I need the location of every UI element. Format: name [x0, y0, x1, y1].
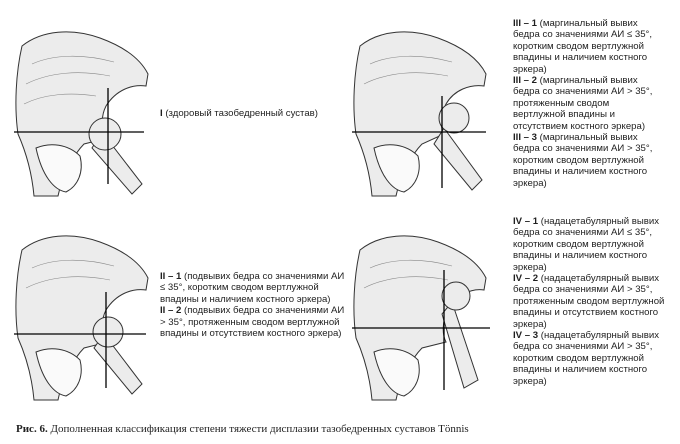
hip-illustration-grade-2 [14, 230, 154, 405]
grade-code: IV – 3 [513, 330, 539, 342]
grade-4-1-block [513, 216, 668, 273]
grade-3-1-block [513, 18, 663, 75]
hip-illustration-grade-1 [14, 24, 152, 202]
grade-1-description [160, 108, 350, 119]
grade-3-description [513, 18, 663, 189]
grade-2-1-block [160, 271, 350, 305]
grade-4-3-block [513, 330, 668, 387]
grade-code: IV – 1 [513, 216, 539, 227]
grade-text: (маргинальный вывих бедра со значениями АИ ≤ 35°, коротким сводом вертлужной впадины и наличием костного эркера) [513, 18, 653, 75]
grade-text: (надацетабулярный вывих бедра со значениями АИ > 35°, протяженным сводом вертлужной впадины и отсутствием костного эркера) [513, 273, 665, 330]
grade-text: (маргинальный вывих бедра со значениями АИ > 35°, коротким сводом вертлужной впадины и наличием костного эркера) [513, 132, 653, 189]
hip-illustration-grade-4 [352, 230, 492, 405]
grade-3-3-block [513, 132, 663, 189]
hip-illustration-grade-3 [352, 24, 492, 202]
grade-code: II – 1 [160, 271, 182, 282]
grade-3-2-block [513, 75, 663, 132]
grade-code: I [160, 108, 163, 119]
grade-text: (подвывих бедра со значениями АИ > 35°, протяженным сводом вертлужной впадины и отсутствием костного эркера) [160, 305, 345, 340]
grade-text: (подвывих бедра со значениями АИ ≤ 35°, коротким сводом вертлужной впадины и наличием костного эркера) [160, 271, 345, 305]
figure-caption [16, 423, 469, 435]
grade-2-2-block [160, 305, 350, 339]
grade-2-description [160, 271, 350, 339]
grade-4-description [513, 216, 668, 387]
grade-text: (маргинальный вывих бедра со значениями АИ > 35°, протяженным сводом вертлужной впадины и отсутствием костного эркера) [513, 75, 653, 132]
grade-4-2-block [513, 273, 668, 330]
figure-title: Дополненная классификация степени тяжести дисплазии тазобедренных суставов Tönnis [50, 423, 469, 435]
grade-1-block [160, 108, 350, 119]
grade-code: IV – 2 [513, 273, 539, 285]
grade-text: (надацетабулярный вывих бедра со значениями АИ > 35°, коротким сводом вертлужной впадины и наличием костного эркера) [513, 330, 659, 387]
grade-code: III – 2 [513, 75, 537, 87]
grade-text: (здоровый тазобедренный сустав) [162, 108, 318, 119]
grade-code: II – 2 [160, 305, 182, 317]
grade-code: III – 1 [513, 18, 537, 29]
figure-label: Рис. 6. [16, 423, 48, 435]
grade-code: III – 3 [513, 132, 537, 144]
grade-text: (надацетабулярный вывих бедра со значениями АИ ≤ 35°, коротким сводом вертлужной впадины и наличием костного эркера) [513, 216, 659, 273]
